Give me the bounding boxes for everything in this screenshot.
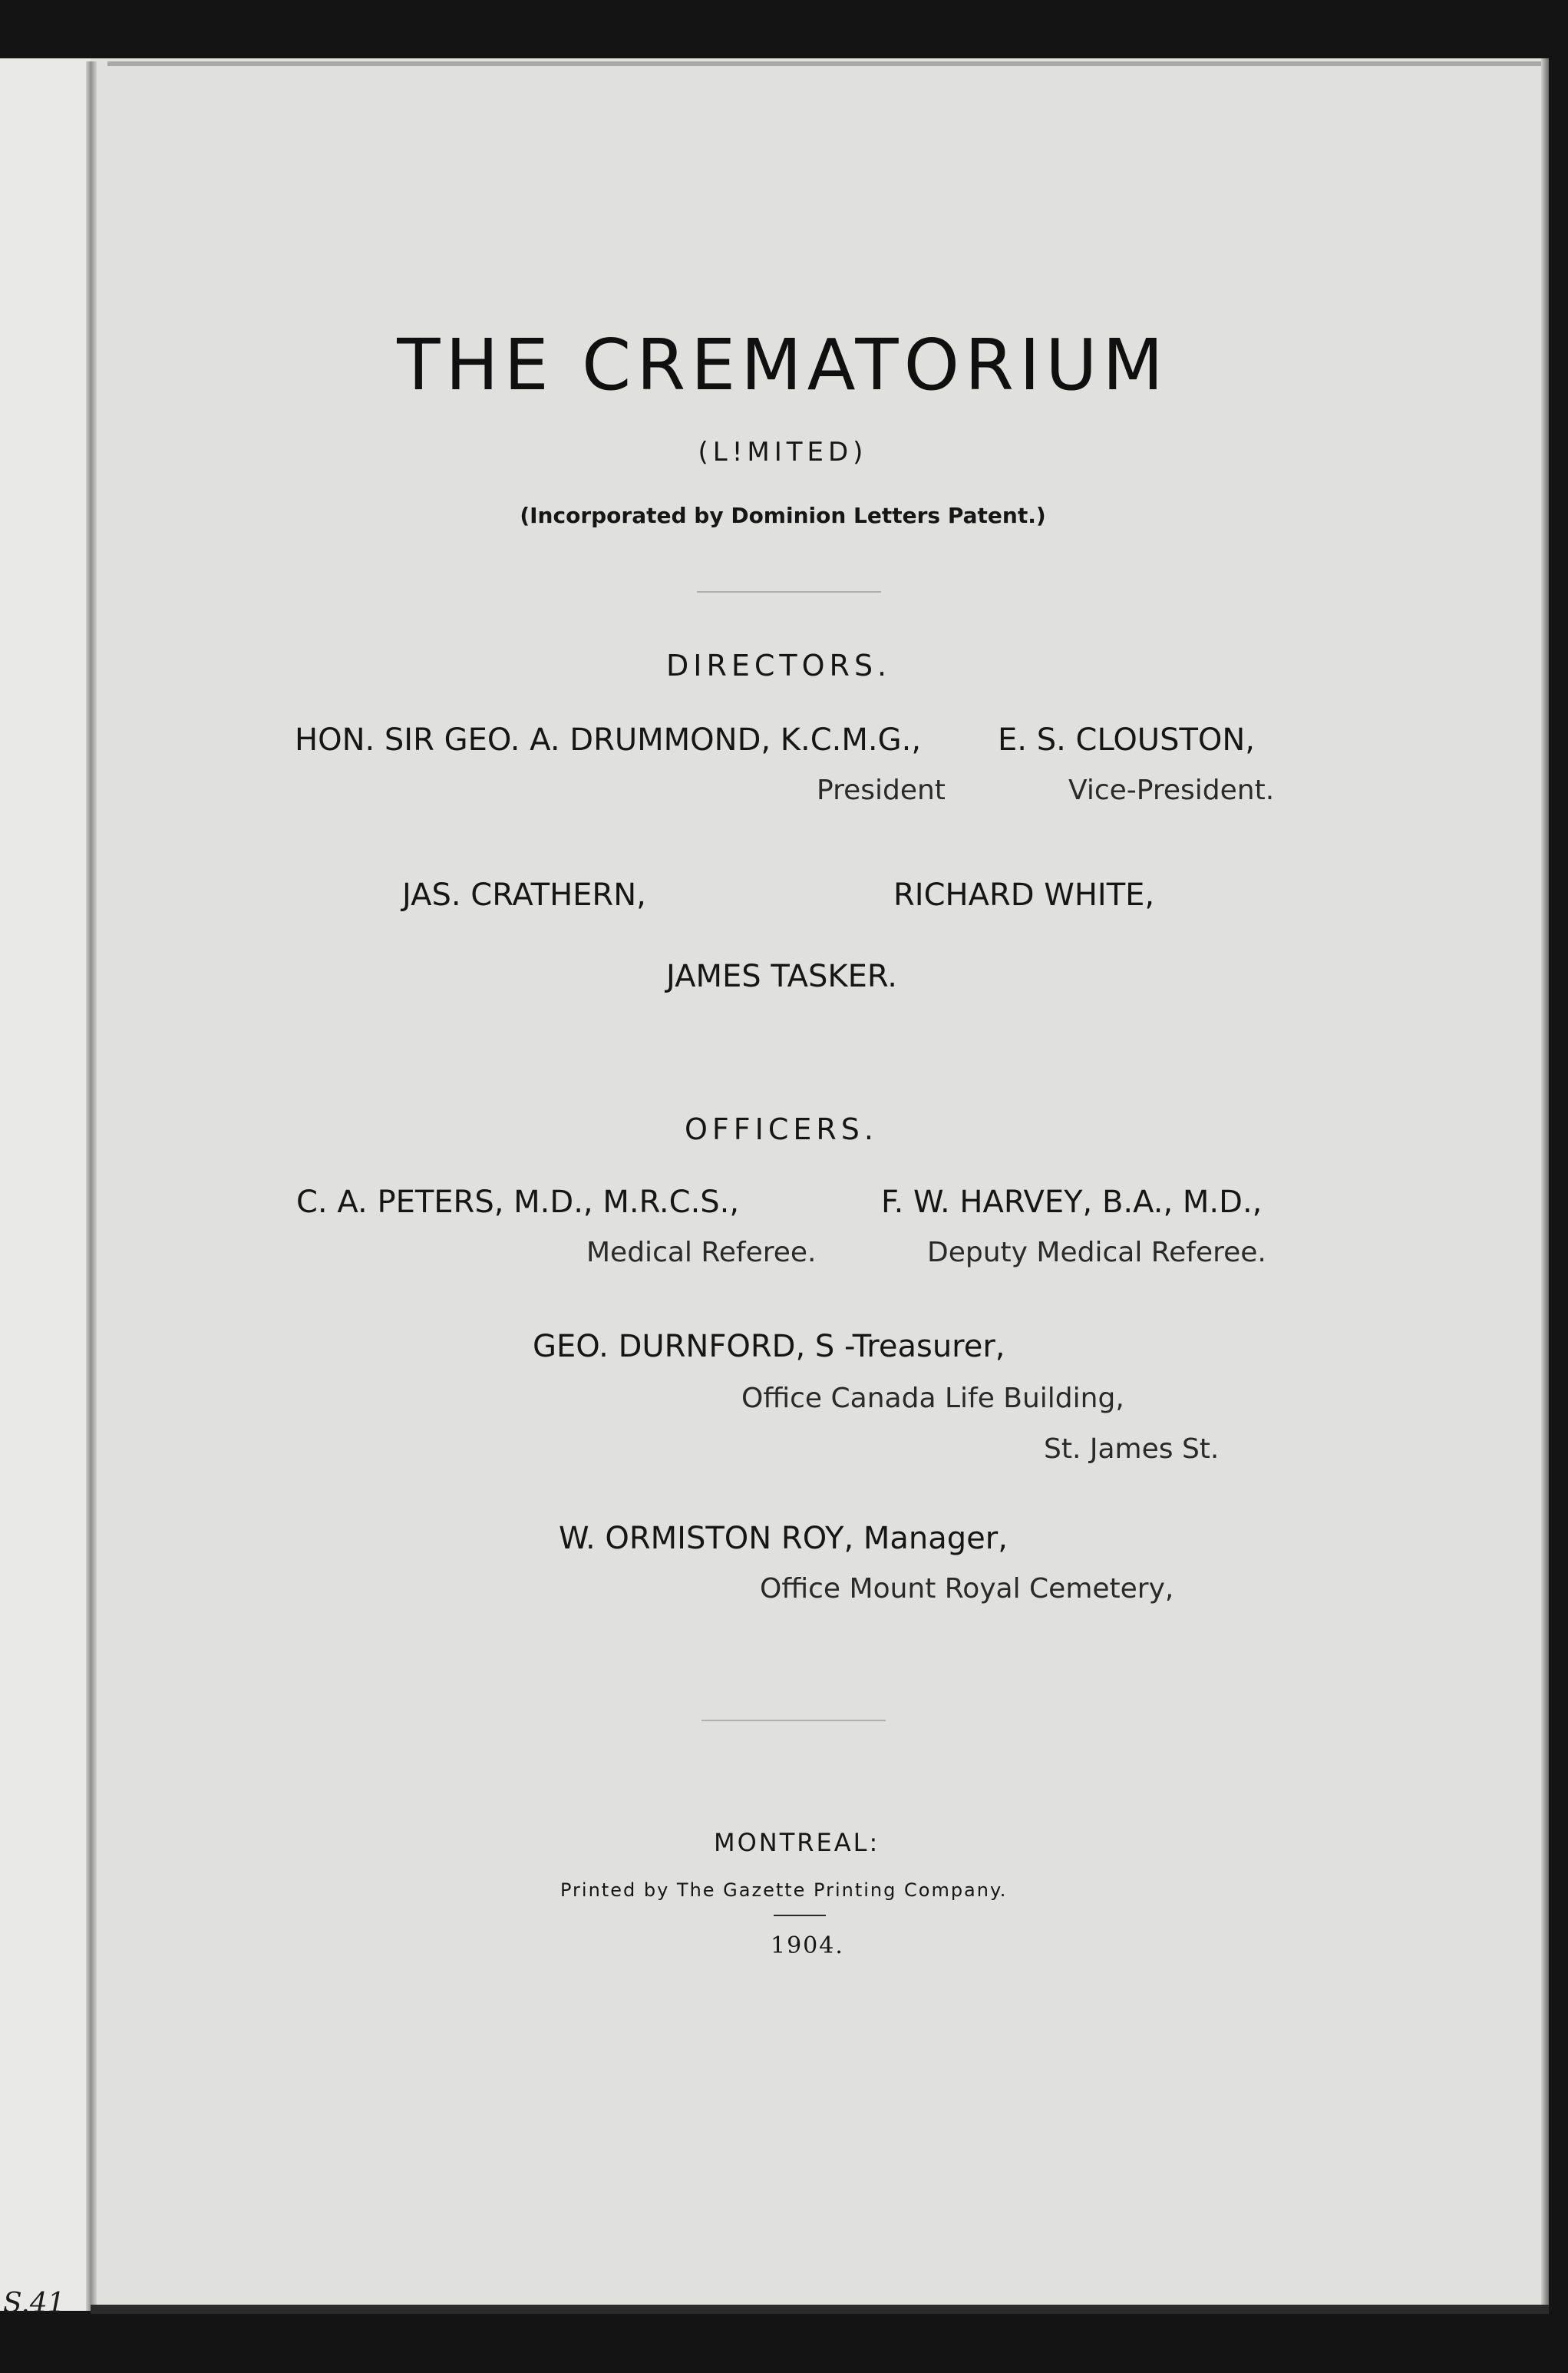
manager-name: W. ORMISTON ROY, Manager, [559, 1521, 1008, 1556]
director-tasker: JAMES TASKER. [666, 959, 898, 994]
deputy-referee-name: F. W. HARVEY, B.A., M.D., [881, 1185, 1263, 1220]
vice-president-role: Vice-President. [1068, 775, 1275, 806]
page-gutter [0, 58, 91, 2311]
page-bottom-edge [91, 2305, 1549, 2314]
page-top-edge [107, 61, 1544, 66]
vice-president-name: E. S. CLOUSTON, [998, 722, 1256, 758]
medical-referee-name: C. A. PETERS, M.D., M.R.C.S., [296, 1185, 740, 1220]
directors-heading: DIRECTORS. [666, 649, 892, 682]
page-right-edge [1541, 58, 1549, 2311]
president-role: President [817, 775, 946, 806]
secretary-treasurer-name: GEO. DURNFORD, S -Treasurer, [533, 1329, 1005, 1364]
incorporation-line: (Incorporated by Dominion Letters Patent.) [520, 503, 1046, 528]
imprint-city: MONTREAL: [714, 1828, 880, 1857]
margin-note: S.41 [3, 2288, 65, 2319]
secretary-office: Office Canada Life Building, [741, 1383, 1124, 1414]
document-subtitle: (L!MITED) [698, 437, 868, 468]
imprint-printer: Printed by The Gazette Printing Company. [560, 1879, 1008, 1901]
manager-office: Office Mount Royal Cemetery, [760, 1573, 1174, 1605]
director-white: RICHAR⁠D WHITE, [893, 877, 1155, 913]
medical-referee-role: Medical Referee. [586, 1237, 817, 1268]
section-divider-top [697, 591, 881, 593]
imprint-rule [774, 1915, 826, 1916]
secretary-street: St. James St. [1044, 1433, 1220, 1465]
president-name: HON. SIR GEO. A. DRUMMOND, K.C.M.G., [295, 722, 922, 758]
section-divider-bottom [701, 1720, 886, 1721]
document-title: THE CREMATORIUM [397, 324, 1169, 406]
imprint-year: 1904. [771, 1932, 844, 1959]
binding-fold [86, 61, 97, 2311]
officers-heading: OFFICERS. [685, 1112, 878, 1146]
deputy-referee-role: Deputy Medical Referee. [927, 1237, 1266, 1268]
director-crathern: JAS. CRATHERN, [402, 877, 646, 913]
